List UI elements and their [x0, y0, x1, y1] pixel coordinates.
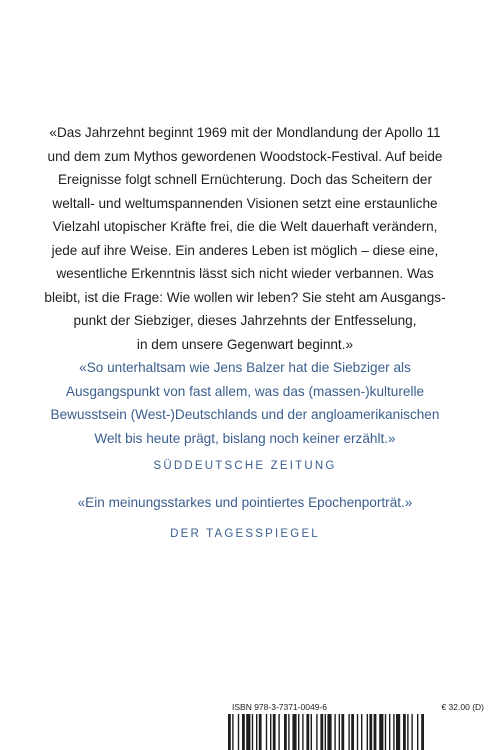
blurb-line: weltall- und weltumspannenden Visionen setzt eine erstaunliche [52, 195, 438, 211]
blurb-line: punkt der Siebziger, dieses Jahrzehnts der Entfesselung, [73, 313, 417, 328]
barcode-bar [302, 714, 303, 750]
barcode-bar [421, 714, 424, 750]
blurb-line: in dem unsere Gegenwart beginnt.» [136, 336, 354, 352]
blurb-line: wesentliche Erkenntnis lässt sich nicht wieder verbannen. Was [56, 266, 434, 281]
barcode-bar [273, 714, 276, 750]
barcode-bar [348, 714, 349, 750]
blurb-line: Ereignisse folgt schnell Ernüchterung. Doch das Scheitern der [57, 172, 433, 187]
barcode-bar [256, 714, 257, 750]
barcode-bar [311, 714, 312, 750]
barcode-bar [246, 714, 250, 750]
barcode-bar [242, 714, 245, 750]
review-source-sz: SÜDDEUTSCHE ZEITUNG [153, 460, 337, 472]
barcode-bar [407, 714, 408, 750]
isbn-price-line [232, 702, 484, 712]
barcode-bar [306, 714, 309, 750]
barcode-bar [259, 714, 262, 750]
barcode-bar [389, 714, 390, 750]
review-source-tagesspiegel: DER TAGESSPIEGEL [170, 528, 320, 540]
review-quote-sz [30, 356, 460, 450]
barcode-bar [252, 714, 253, 750]
barcode-bar [411, 714, 412, 750]
barcode-bar [367, 714, 368, 750]
barcode-bar [266, 714, 267, 750]
review-line: Bewusstsein (West-)Deutschlands und der angloamerikanischen [50, 407, 440, 422]
barcode-bar [369, 714, 372, 750]
price-text: € 32.00 (D) [441, 702, 484, 712]
review-line: Welt bis heute prägt, bislang noch keiner erzählt.» [94, 430, 396, 446]
barcode-bar [339, 714, 340, 750]
barcode-bar [320, 714, 323, 750]
barcode-bar [238, 714, 239, 750]
barcode-bar [228, 714, 231, 750]
barcode-bar [351, 714, 354, 750]
barcode-bar [341, 714, 344, 750]
barcode-image [228, 714, 486, 750]
barcode-bar [292, 714, 296, 750]
publisher-blurb [30, 121, 460, 356]
barcode-bar [316, 714, 317, 750]
barcode-bar [396, 714, 400, 750]
review-line: «Ein meinungsstarkes und pointiertes Epochenporträt.» [77, 495, 413, 510]
blurb-line: «Das Jahrzehnt beginnt 1969 mit der Mondlandung der Apollo 11 [49, 125, 441, 140]
barcode-bar [361, 714, 362, 750]
blurb-line: jede auf ihre Weise. Ein anderes Leben ist möglich – diese eine, [51, 242, 439, 258]
blurb-line: Vielzahl utopischer Kräfte frei, die die Welt dauerhaft verändern, [52, 219, 438, 234]
barcode-bar [325, 714, 326, 750]
review-line: «So unterhaltsam wie Jens Balzer hat die Siebziger als [79, 360, 411, 375]
review-quote-tagesspiegel [30, 491, 460, 515]
barcode-bar [417, 714, 418, 750]
barcode-bar [403, 714, 406, 750]
barcode-bar [357, 714, 358, 750]
isbn-text: ISBN 978-3-7371-0049-6 [232, 702, 327, 712]
barcode-bar [393, 714, 394, 750]
blurb-line: bleibt, ist die Frage: Wie wollen wir leben? Sie steht am Ausgangs- [44, 289, 446, 305]
barcode-bar [327, 714, 331, 750]
barcode-bar [284, 714, 287, 750]
barcode-bar [374, 714, 377, 750]
barcode-bar [278, 714, 279, 750]
barcode-bar [379, 714, 383, 750]
barcode-bar [270, 714, 271, 750]
barcode-bar [334, 714, 335, 750]
barcode-bar [298, 714, 299, 750]
review-line: Ausgangspunkt von fast allem, was das (massen-)kulturelle [65, 383, 425, 399]
barcode-bar [232, 714, 233, 750]
blurb-line: und dem zum Mythos gewordenen Woodstock-Festival. Auf beide [47, 148, 443, 164]
barcode-bar [288, 714, 289, 750]
barcode-bar [385, 714, 386, 750]
